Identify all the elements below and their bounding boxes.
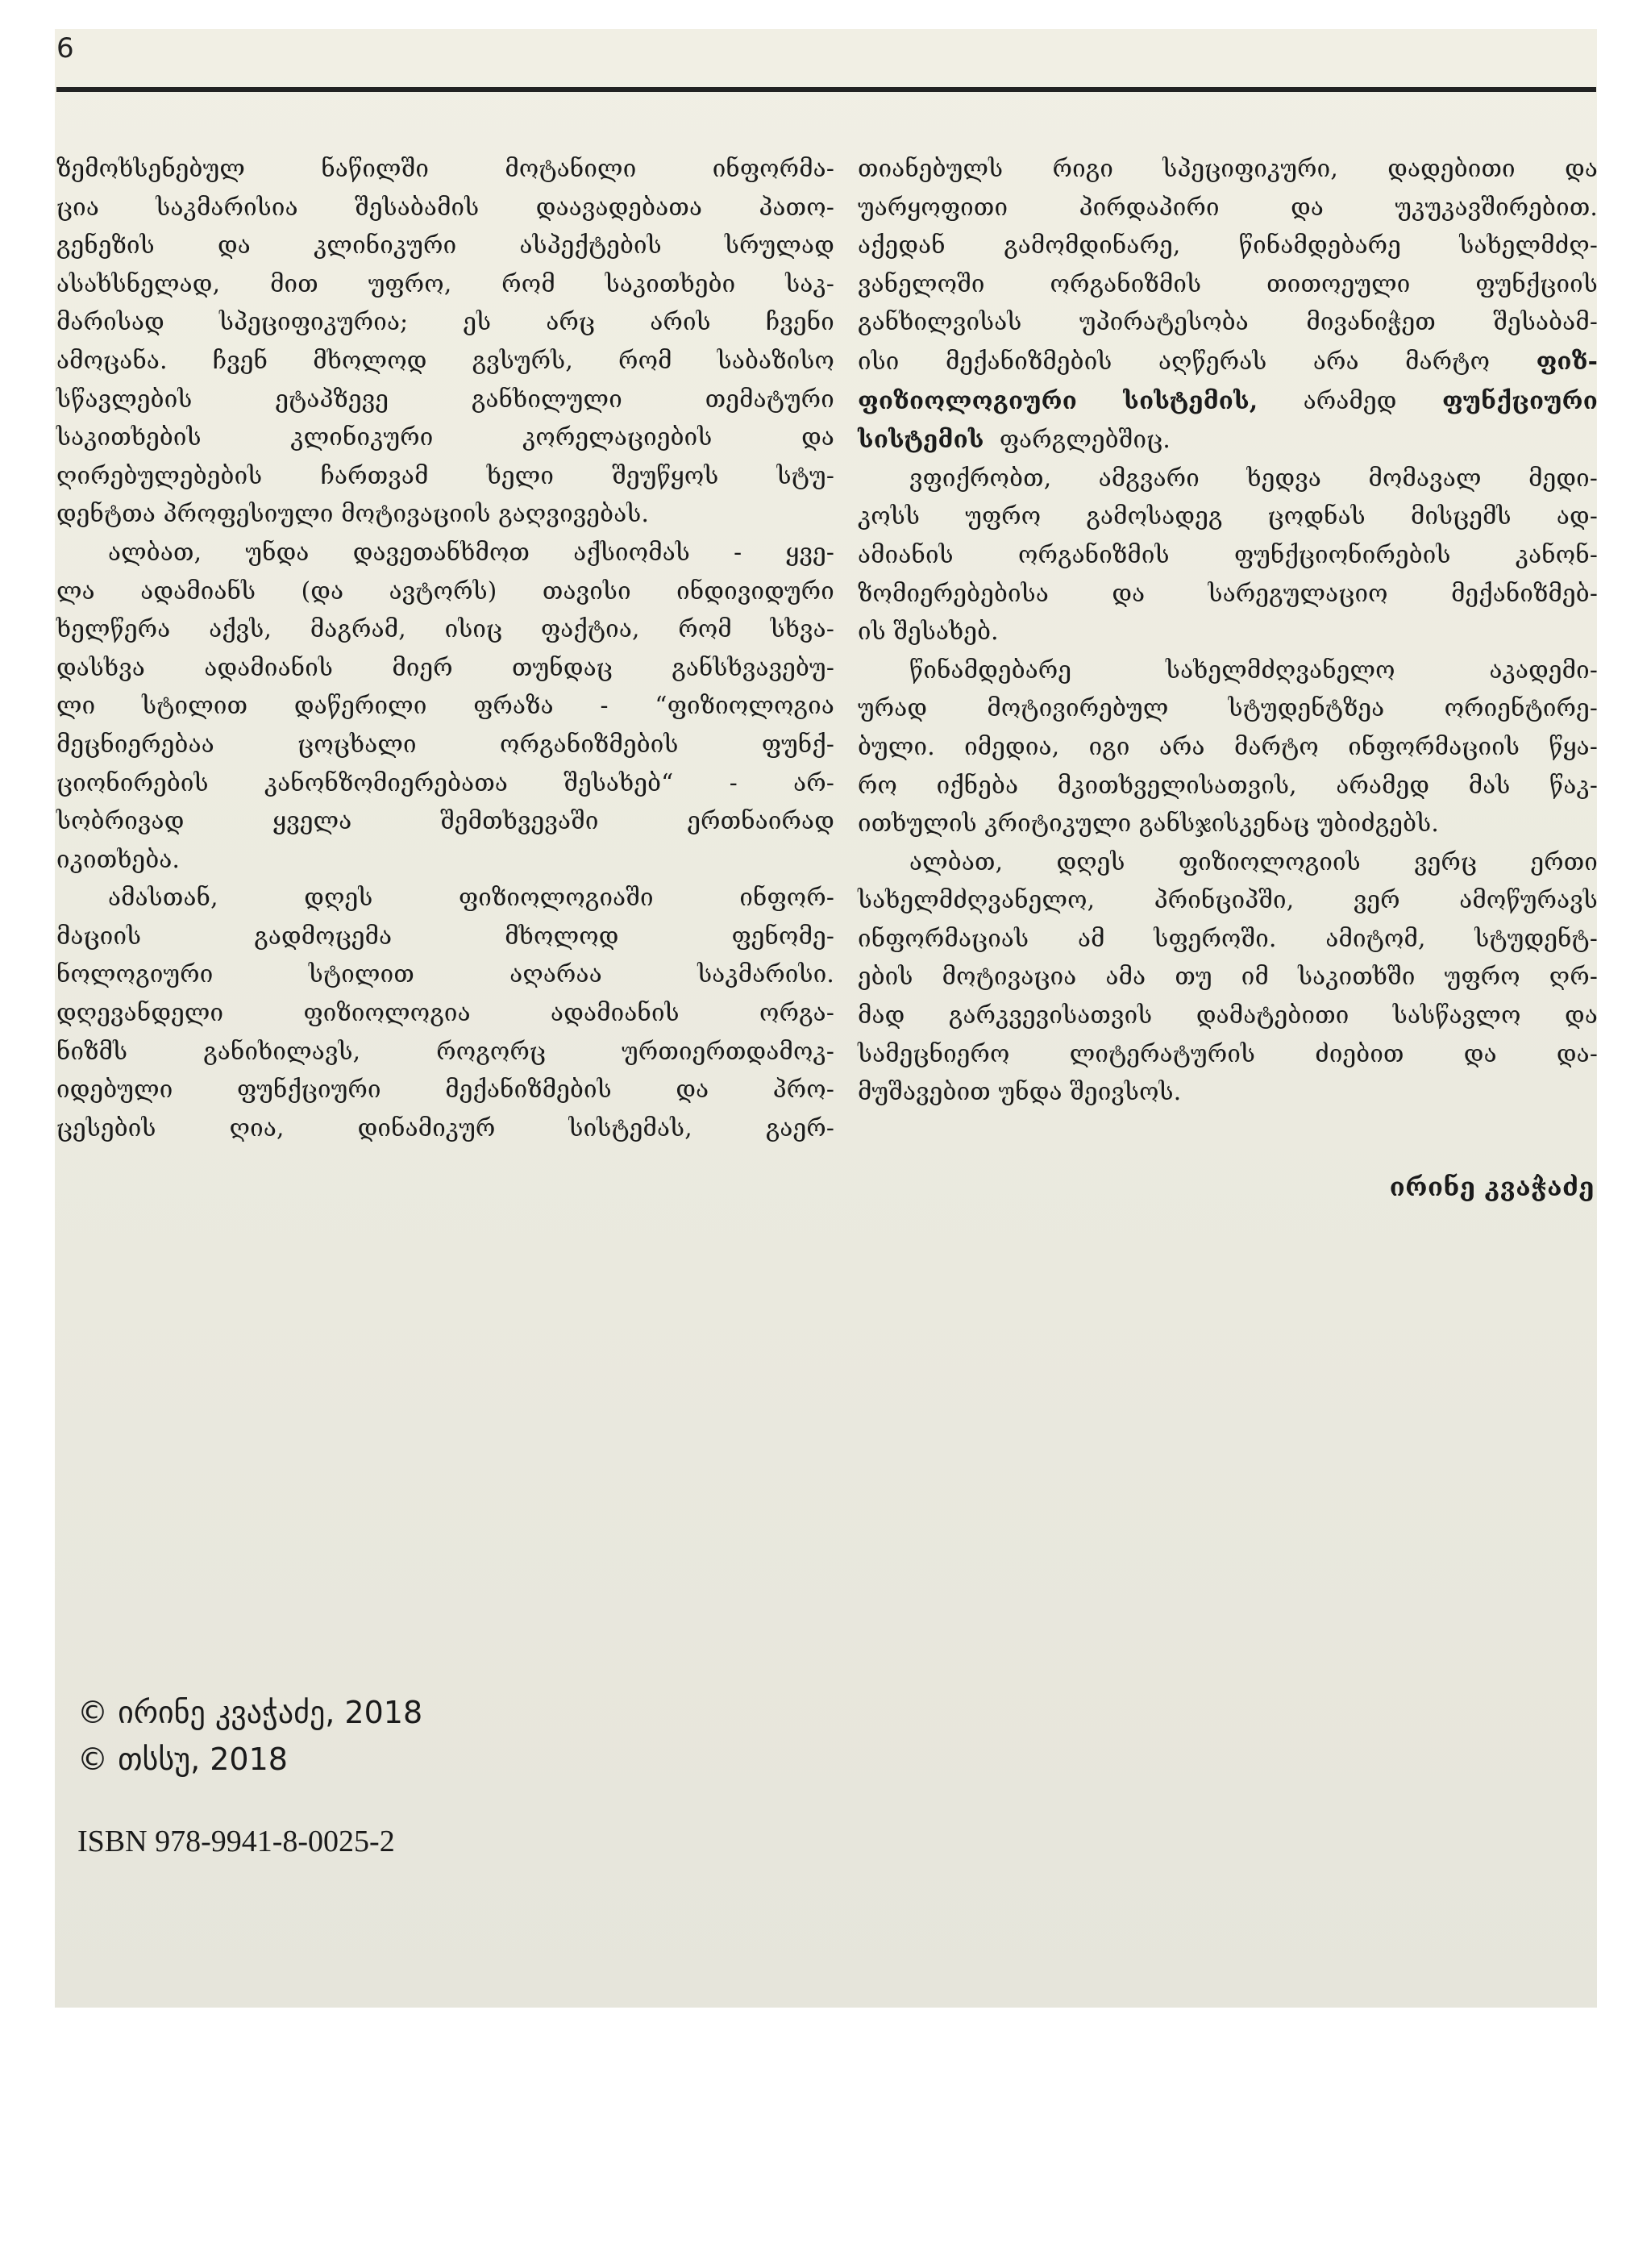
text-span: არამედ bbox=[1303, 386, 1397, 414]
text-line: აქედან გამომდინარე, წინამდებარე სახელმძღ- bbox=[858, 231, 1598, 260]
text-line: სობრივად ყველა შემთხვევაში ერთნაირად bbox=[56, 807, 834, 835]
text-line bbox=[858, 342, 1598, 381]
text-line: ცია საკმარისია შესაბამის დაავადებათა პათო- bbox=[56, 193, 834, 221]
text-line: ამოცანა. ჩვენ მხოლოდ გვსურს, რომ საბაზისო bbox=[56, 346, 834, 374]
text-line: ამიანის ორგანიზმის ფუნქციონირების კანონ- bbox=[858, 540, 1598, 568]
copyright-author: © ირინე კვაჭაძე, 2018 bbox=[77, 1695, 423, 1730]
text-line: მად გარკვევისათვის დამატებითი სასწავლო და bbox=[858, 1001, 1598, 1030]
text-line: დასხვა ადამიანის მიერ თუნდაც განსხვავებუ- bbox=[56, 653, 834, 681]
text-line: გენეზის და კლინიკური ასპექტების სრულად bbox=[56, 231, 834, 260]
text-line: ღირებულებების ჩართვამ ხელი შეუწყოს სტუ- bbox=[56, 461, 834, 489]
text-line: უარყოფითი პირდაპირი და უკუკავშირებით. bbox=[858, 193, 1598, 221]
text-line: მუშავებით უნდა შეივსოს. bbox=[858, 1078, 1182, 1106]
isbn-number: ISBN 978-9941-8-0025-2 bbox=[77, 1825, 395, 1858]
text-span: ისი მექანიზმების აღწერას არა მარტო bbox=[858, 347, 1491, 375]
bold-term: ფიზ- bbox=[1536, 346, 1599, 375]
text-line: ურად მოტივირებულ სტუდენტზეა ორიენტირე- bbox=[858, 694, 1598, 722]
text-line: ცესების ღია, დინამიკურ სისტემას, გაერ- bbox=[56, 1113, 834, 1142]
text-line: ლი სტილით დაწერილი ფრაზა - “ფიზიოლოგია bbox=[56, 692, 834, 720]
text-line: ების მოტივაცია ამა თუ იმ საკითხში უფრო ღრ- bbox=[858, 963, 1598, 991]
text-line: სამეცნიერო ლიტერატურის ძიებით და და- bbox=[858, 1039, 1598, 1067]
text-line bbox=[858, 381, 1598, 421]
text-span: ფარგლებშიც. bbox=[999, 426, 1171, 454]
text-line: ნოლოგიური სტილით აღარაა საკმარისი. bbox=[56, 960, 834, 988]
text-line: ინფორმაციას ამ სფეროში. ამიტომ, სტუდენტ- bbox=[858, 924, 1598, 952]
text-line: ამასთან, დღეს ფიზიოლოგიაში ინფორ- bbox=[108, 884, 834, 912]
text-line: კოსს უფრო გამოსადეგ ცოდნას მისცემს ად- bbox=[858, 502, 1598, 531]
text-line: ალბათ, უნდა დავეთანხმოთ აქსიომას - ყვე- bbox=[108, 538, 834, 566]
text-line: განხილვისას უპირატესობა მივანიჭეთ შესაბამ- bbox=[858, 308, 1598, 336]
text-line: სწავლების ეტაპზევე განხილული თემატური bbox=[56, 385, 834, 413]
text-line: ვფიქრობთ, ამგვარი ხედვა მომავალ მედი- bbox=[909, 464, 1598, 492]
text-line: მეცნიერებაა ცოცხალი ორგანიზმების ფუნქ- bbox=[56, 730, 834, 758]
text-line: დენტთა პროფესიული მოტივაციის გაღვივებას. bbox=[56, 500, 650, 528]
text-line: სახელმძღვანელო, პრინციპში, ვერ ამოწურავს bbox=[858, 886, 1598, 914]
text-line: დღევანდელი ფიზიოლოგია ადამიანის ორგა- bbox=[56, 999, 834, 1027]
text-line: ზომიერებებისა და სარეგულაციო მექანიზმებ- bbox=[858, 579, 1598, 607]
bold-term: ფუნქციური bbox=[1441, 385, 1598, 414]
text-line: თიანებულს რიგი სპეციფიკური, დადებითი და bbox=[858, 155, 1598, 182]
copyright-university: © თსსუ, 2018 bbox=[77, 1742, 288, 1777]
left-text-column bbox=[56, 150, 834, 1147]
text-line: მარისად სპეციფიკურია; ეს არც არის ჩვენი bbox=[56, 308, 834, 336]
text-line: ნიზმს განიხილავს, როგორც ურთიერთდამოკ- bbox=[56, 1037, 834, 1065]
page-number: 6 bbox=[56, 32, 74, 65]
bold-term: ფიზიოლოგიური სისტემის, bbox=[858, 385, 1258, 414]
text-line: ზემოხსენებულ ნაწილში მოტანილი ინფორმა- bbox=[56, 155, 834, 182]
text-line: ითხულის კრიტიკული განსჯისკენაც უბიძგებს. bbox=[858, 809, 1439, 838]
bold-term: სისტემის bbox=[858, 425, 984, 454]
text-line: მაციის გადმოცემა მხოლოდ ფენომე- bbox=[56, 922, 834, 950]
text-line: წინამდებარე სახელმძღვანელო აკადემი- bbox=[909, 655, 1598, 684]
text-line: ის შესახებ. bbox=[858, 618, 999, 646]
text-line: რო იქნება მკითხველისათვის, არამედ მას წაკ- bbox=[858, 771, 1598, 799]
text-line: საკითხების კლინიკური კორელაციების და bbox=[56, 423, 834, 452]
text-line bbox=[858, 420, 1598, 460]
author-signature: ირინე კვაჭაძე bbox=[1389, 1173, 1595, 1202]
text-line: იკითხება. bbox=[56, 845, 181, 873]
text-line: ალბათ, დღეს ფიზიოლოგიის ვერც ერთი bbox=[909, 847, 1598, 876]
right-text-column bbox=[858, 150, 1598, 1112]
text-line: ასახსნელად, მით უფრო, რომ საკითხები საკ- bbox=[56, 269, 834, 298]
header-rule bbox=[56, 87, 1596, 92]
text-line: ციონირების კანონზომიერებათა შესახებ“ - არ- bbox=[56, 768, 834, 797]
text-line: ხელწერა აქვს, მაგრამ, ისიც ფაქტია, რომ სხვა- bbox=[56, 615, 834, 643]
text-line: ბული. იმედია, იგი არა მარტო ინფორმაციის წყა- bbox=[858, 732, 1598, 760]
text-line: ლა ადამიანს (და ავტორს) თავისი ინდივიდური bbox=[56, 576, 834, 605]
text-line: ვანელოში ორგანიზმის თითოეული ფუნქციის bbox=[858, 269, 1598, 298]
text-line: იდებული ფუნქციური მექანიზმების და პრო- bbox=[56, 1076, 834, 1104]
